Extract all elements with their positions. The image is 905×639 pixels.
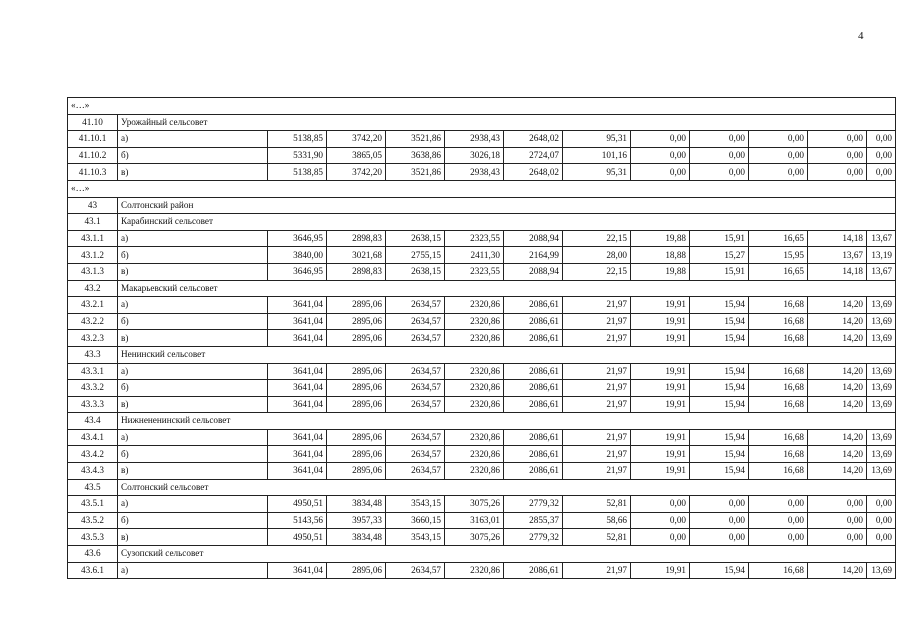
value-cell: 2320,86 (445, 313, 504, 330)
value-cell: 2320,86 (445, 396, 504, 413)
value-cell: 3021,68 (327, 247, 386, 264)
value-cell: 3646,95 (268, 230, 327, 247)
value-cell: 2164,99 (504, 247, 563, 264)
value-cell: 3641,04 (268, 380, 327, 397)
value-cell: 95,31 (563, 131, 631, 148)
value-cell: 2634,57 (386, 330, 445, 347)
value-cell: 15,94 (690, 297, 749, 314)
value-cell: 2634,57 (386, 396, 445, 413)
value-cell: 16,68 (749, 429, 808, 446)
value-cell: 2895,06 (327, 429, 386, 446)
row-category: б) (118, 512, 268, 529)
value-cell: 0,00 (631, 529, 690, 546)
value-cell: 0,00 (808, 512, 867, 529)
value-cell: 0,00 (690, 512, 749, 529)
table-row (68, 230, 896, 247)
section-row (68, 479, 896, 496)
value-cell: 2320,86 (445, 446, 504, 463)
row-category: в) (118, 396, 268, 413)
value-cell: 0,00 (867, 147, 896, 164)
value-cell: 5143,56 (268, 512, 327, 529)
value-cell: 21,97 (563, 429, 631, 446)
value-cell: 2779,32 (504, 496, 563, 513)
table-row (68, 363, 896, 380)
section-name: Солтонский район (118, 197, 896, 214)
section-name: Карабинский сельсовет (118, 214, 896, 231)
value-cell: 0,00 (867, 496, 896, 513)
value-cell: 3834,48 (327, 529, 386, 546)
value-cell: 2638,15 (386, 263, 445, 280)
section-name: Макарьевский сельсовет (118, 280, 896, 297)
value-cell: 21,97 (563, 463, 631, 480)
value-cell: 3660,15 (386, 512, 445, 529)
value-cell: 2323,55 (445, 230, 504, 247)
value-cell: 2755,15 (386, 247, 445, 264)
value-cell: 0,00 (690, 164, 749, 181)
value-cell: 13,69 (867, 446, 896, 463)
value-cell: 0,00 (808, 529, 867, 546)
value-cell: 16,68 (749, 363, 808, 380)
value-cell: 5138,85 (268, 131, 327, 148)
section-row (68, 346, 896, 363)
value-cell: 19,88 (631, 230, 690, 247)
value-cell: 14,20 (808, 380, 867, 397)
value-cell: 13,69 (867, 429, 896, 446)
row-code: 43.3.1 (68, 363, 118, 380)
value-cell: 15,27 (690, 247, 749, 264)
value-cell: 13,69 (867, 297, 896, 314)
value-cell: 2320,86 (445, 330, 504, 347)
value-cell: 28,00 (563, 247, 631, 264)
section-code: 43.5 (68, 479, 118, 496)
value-cell: 14,20 (808, 429, 867, 446)
value-cell: 14,20 (808, 396, 867, 413)
row-category: б) (118, 446, 268, 463)
row-code: 43.5.3 (68, 529, 118, 546)
value-cell: 14,18 (808, 230, 867, 247)
value-cell: 19,91 (631, 562, 690, 579)
value-cell: 16,68 (749, 463, 808, 480)
row-category: б) (118, 247, 268, 264)
value-cell: 2086,61 (504, 297, 563, 314)
value-cell: 2320,86 (445, 429, 504, 446)
ellipsis-mark: «…» (68, 98, 896, 115)
row-code: 43.5.2 (68, 512, 118, 529)
value-cell: 3543,15 (386, 496, 445, 513)
table-row (68, 263, 896, 280)
value-cell: 0,00 (867, 131, 896, 148)
value-cell: 2320,86 (445, 380, 504, 397)
value-cell: 2779,32 (504, 529, 563, 546)
table-body (68, 98, 896, 579)
section-code: 43.3 (68, 346, 118, 363)
value-cell: 4950,51 (268, 529, 327, 546)
value-cell: 2086,61 (504, 562, 563, 579)
row-category: а) (118, 230, 268, 247)
value-cell: 52,81 (563, 529, 631, 546)
row-category: в) (118, 164, 268, 181)
value-cell: 101,16 (563, 147, 631, 164)
value-cell: 3521,86 (386, 164, 445, 181)
table-row (68, 131, 896, 148)
value-cell: 14,20 (808, 562, 867, 579)
section-code: 43 (68, 197, 118, 214)
value-cell: 0,00 (690, 496, 749, 513)
value-cell: 2634,57 (386, 313, 445, 330)
row-code: 43.3.3 (68, 396, 118, 413)
table-row (68, 147, 896, 164)
value-cell: 0,00 (749, 512, 808, 529)
value-cell: 2634,57 (386, 446, 445, 463)
table-row (68, 512, 896, 529)
section-row (68, 413, 896, 430)
row-code: 43.6.1 (68, 562, 118, 579)
row-category: б) (118, 147, 268, 164)
value-cell: 21,97 (563, 313, 631, 330)
page-number: 4 (858, 30, 864, 42)
value-cell: 16,68 (749, 330, 808, 347)
value-cell: 15,94 (690, 463, 749, 480)
table-row (68, 446, 896, 463)
section-row (68, 546, 896, 563)
value-cell: 18,88 (631, 247, 690, 264)
value-cell: 0,00 (631, 147, 690, 164)
row-category: а) (118, 363, 268, 380)
row-code: 43.2.1 (68, 297, 118, 314)
value-cell: 2895,06 (327, 363, 386, 380)
value-cell: 14,20 (808, 463, 867, 480)
value-cell: 0,00 (808, 131, 867, 148)
table-row (68, 247, 896, 264)
value-cell: 3641,04 (268, 297, 327, 314)
section-code: 43.1 (68, 214, 118, 231)
row-category: а) (118, 131, 268, 148)
section-code: 41.10 (68, 114, 118, 131)
row-code: 43.4.1 (68, 429, 118, 446)
value-cell: 21,97 (563, 297, 631, 314)
value-cell: 3641,04 (268, 446, 327, 463)
value-cell: 13,69 (867, 380, 896, 397)
table-row (68, 330, 896, 347)
value-cell: 2938,43 (445, 131, 504, 148)
table-row (68, 164, 896, 181)
value-cell: 3543,15 (386, 529, 445, 546)
value-cell: 0,00 (690, 131, 749, 148)
row-code: 43.1.1 (68, 230, 118, 247)
value-cell: 3075,26 (445, 529, 504, 546)
section-code: 43.6 (68, 546, 118, 563)
value-cell: 2088,94 (504, 230, 563, 247)
row-code: 43.1.2 (68, 247, 118, 264)
value-cell: 16,68 (749, 396, 808, 413)
value-cell: 14,20 (808, 446, 867, 463)
value-cell: 3865,05 (327, 147, 386, 164)
value-cell: 13,67 (808, 247, 867, 264)
value-cell: 3641,04 (268, 330, 327, 347)
row-category: а) (118, 496, 268, 513)
value-cell: 3834,48 (327, 496, 386, 513)
value-cell: 15,91 (690, 230, 749, 247)
row-category: а) (118, 297, 268, 314)
value-cell: 15,94 (690, 380, 749, 397)
section-name: Сузопский сельсовет (118, 546, 896, 563)
value-cell: 16,68 (749, 313, 808, 330)
value-cell: 15,94 (690, 429, 749, 446)
value-cell: 4950,51 (268, 496, 327, 513)
value-cell: 19,91 (631, 313, 690, 330)
value-cell: 2086,61 (504, 313, 563, 330)
value-cell: 0,00 (749, 164, 808, 181)
row-code: 41.10.3 (68, 164, 118, 181)
value-cell: 19,91 (631, 380, 690, 397)
value-cell: 0,00 (867, 164, 896, 181)
value-cell: 0,00 (867, 512, 896, 529)
row-category: в) (118, 529, 268, 546)
value-cell: 19,91 (631, 297, 690, 314)
value-cell: 2898,83 (327, 230, 386, 247)
value-cell: 19,91 (631, 363, 690, 380)
value-cell: 3641,04 (268, 363, 327, 380)
value-cell: 2895,06 (327, 297, 386, 314)
value-cell: 2895,06 (327, 446, 386, 463)
value-cell: 2086,61 (504, 446, 563, 463)
table-row (68, 297, 896, 314)
row-category: б) (118, 313, 268, 330)
value-cell: 13,69 (867, 330, 896, 347)
value-cell: 2086,61 (504, 429, 563, 446)
row-code: 41.10.1 (68, 131, 118, 148)
value-cell: 19,91 (631, 396, 690, 413)
value-cell: 3026,18 (445, 147, 504, 164)
value-cell: 2411,30 (445, 247, 504, 264)
value-cell: 21,97 (563, 396, 631, 413)
row-category: а) (118, 429, 268, 446)
value-cell: 19,91 (631, 446, 690, 463)
row-code: 43.1.3 (68, 263, 118, 280)
value-cell: 2648,02 (504, 164, 563, 181)
value-cell: 2634,57 (386, 363, 445, 380)
value-cell: 16,68 (749, 297, 808, 314)
value-cell: 3075,26 (445, 496, 504, 513)
value-cell: 0,00 (631, 496, 690, 513)
value-cell: 21,97 (563, 562, 631, 579)
section-row (68, 197, 896, 214)
row-code: 41.10.2 (68, 147, 118, 164)
section-row (68, 280, 896, 297)
value-cell: 3646,95 (268, 263, 327, 280)
value-cell: 2320,86 (445, 463, 504, 480)
value-cell: 21,97 (563, 380, 631, 397)
row-category: в) (118, 463, 268, 480)
value-cell: 16,68 (749, 380, 808, 397)
value-cell: 21,97 (563, 363, 631, 380)
table-row (68, 496, 896, 513)
table-row (68, 380, 896, 397)
value-cell: 3641,04 (268, 396, 327, 413)
row-category: в) (118, 263, 268, 280)
value-cell: 14,20 (808, 330, 867, 347)
value-cell: 2895,06 (327, 313, 386, 330)
value-cell: 3742,20 (327, 131, 386, 148)
value-cell: 22,15 (563, 263, 631, 280)
value-cell: 15,95 (749, 247, 808, 264)
value-cell: 2320,86 (445, 562, 504, 579)
value-cell: 2895,06 (327, 330, 386, 347)
row-code: 43.3.2 (68, 380, 118, 397)
value-cell: 15,94 (690, 446, 749, 463)
value-cell: 2898,83 (327, 263, 386, 280)
value-cell: 13,69 (867, 313, 896, 330)
value-cell: 13,69 (867, 562, 896, 579)
value-cell: 3742,20 (327, 164, 386, 181)
value-cell: 2086,61 (504, 363, 563, 380)
value-cell: 15,94 (690, 363, 749, 380)
value-cell: 15,94 (690, 396, 749, 413)
value-cell: 0,00 (808, 147, 867, 164)
value-cell: 0,00 (867, 529, 896, 546)
section-name: Нижнененинский сельсовет (118, 413, 896, 430)
value-cell: 2634,57 (386, 429, 445, 446)
section-row (68, 114, 896, 131)
ellipsis-mark: «…» (68, 180, 896, 197)
value-cell: 19,88 (631, 263, 690, 280)
value-cell: 2634,57 (386, 463, 445, 480)
tariff-table (67, 97, 896, 579)
value-cell: 0,00 (690, 529, 749, 546)
value-cell: 3641,04 (268, 313, 327, 330)
value-cell: 2895,06 (327, 380, 386, 397)
value-cell: 16,68 (749, 562, 808, 579)
value-cell: 0,00 (808, 164, 867, 181)
row-category: б) (118, 380, 268, 397)
value-cell: 2895,06 (327, 463, 386, 480)
value-cell: 0,00 (690, 147, 749, 164)
value-cell: 21,97 (563, 446, 631, 463)
value-cell: 0,00 (631, 164, 690, 181)
value-cell: 13,67 (867, 230, 896, 247)
value-cell: 2086,61 (504, 380, 563, 397)
row-code: 43.2.3 (68, 330, 118, 347)
row-category: а) (118, 562, 268, 579)
value-cell: 0,00 (749, 496, 808, 513)
value-cell: 19,91 (631, 429, 690, 446)
value-cell: 3521,86 (386, 131, 445, 148)
section-code: 43.4 (68, 413, 118, 430)
value-cell: 0,00 (631, 131, 690, 148)
table-row (68, 429, 896, 446)
value-cell: 13,69 (867, 363, 896, 380)
value-cell: 2323,55 (445, 263, 504, 280)
value-cell: 14,20 (808, 363, 867, 380)
value-cell: 2086,61 (504, 396, 563, 413)
value-cell: 19,91 (631, 330, 690, 347)
section-name: Урожайный сельсовет (118, 114, 896, 131)
value-cell: 19,91 (631, 463, 690, 480)
value-cell: 15,94 (690, 562, 749, 579)
row-code: 43.4.2 (68, 446, 118, 463)
value-cell: 2938,43 (445, 164, 504, 181)
value-cell: 2634,57 (386, 297, 445, 314)
value-cell: 5331,90 (268, 147, 327, 164)
value-cell: 2634,57 (386, 562, 445, 579)
value-cell: 2634,57 (386, 380, 445, 397)
value-cell: 14,20 (808, 297, 867, 314)
value-cell: 95,31 (563, 164, 631, 181)
value-cell: 2320,86 (445, 297, 504, 314)
value-cell: 13,19 (867, 247, 896, 264)
value-cell: 3641,04 (268, 429, 327, 446)
value-cell: 15,94 (690, 330, 749, 347)
table-row (68, 529, 896, 546)
value-cell: 15,94 (690, 313, 749, 330)
section-name: Солтонский сельсовет (118, 479, 896, 496)
value-cell: 0,00 (631, 512, 690, 529)
value-cell: 2088,94 (504, 263, 563, 280)
value-cell: 0,00 (749, 147, 808, 164)
table-row (68, 562, 896, 579)
value-cell: 2895,06 (327, 396, 386, 413)
section-name: Ненинский сельсовет (118, 346, 896, 363)
value-cell: 3638,86 (386, 147, 445, 164)
value-cell: 2724,07 (504, 147, 563, 164)
section-code: 43.2 (68, 280, 118, 297)
value-cell: 58,66 (563, 512, 631, 529)
value-cell: 22,15 (563, 230, 631, 247)
table-row (68, 313, 896, 330)
row-category: в) (118, 330, 268, 347)
value-cell: 16,65 (749, 230, 808, 247)
table-row (68, 463, 896, 480)
row-code: 43.5.1 (68, 496, 118, 513)
value-cell: 13,69 (867, 396, 896, 413)
table-row (68, 396, 896, 413)
value-cell: 5138,85 (268, 164, 327, 181)
row-code: 43.4.3 (68, 463, 118, 480)
section-row (68, 214, 896, 231)
value-cell: 2648,02 (504, 131, 563, 148)
value-cell: 13,67 (867, 263, 896, 280)
value-cell: 2855,37 (504, 512, 563, 529)
value-cell: 2086,61 (504, 463, 563, 480)
value-cell: 15,91 (690, 263, 749, 280)
value-cell: 2638,15 (386, 230, 445, 247)
value-cell: 0,00 (749, 529, 808, 546)
row-code: 43.2.2 (68, 313, 118, 330)
value-cell: 16,65 (749, 263, 808, 280)
value-cell: 14,18 (808, 263, 867, 280)
ellipsis-row (68, 180, 896, 197)
value-cell: 3840,00 (268, 247, 327, 264)
value-cell: 3163,01 (445, 512, 504, 529)
value-cell: 3957,33 (327, 512, 386, 529)
value-cell: 13,69 (867, 463, 896, 480)
value-cell: 0,00 (808, 496, 867, 513)
value-cell: 3641,04 (268, 562, 327, 579)
value-cell: 2086,61 (504, 330, 563, 347)
ellipsis-row (68, 98, 896, 115)
value-cell: 16,68 (749, 446, 808, 463)
value-cell: 2895,06 (327, 562, 386, 579)
value-cell: 52,81 (563, 496, 631, 513)
value-cell: 14,20 (808, 313, 867, 330)
value-cell: 0,00 (749, 131, 808, 148)
value-cell: 3641,04 (268, 463, 327, 480)
value-cell: 21,97 (563, 330, 631, 347)
value-cell: 2320,86 (445, 363, 504, 380)
